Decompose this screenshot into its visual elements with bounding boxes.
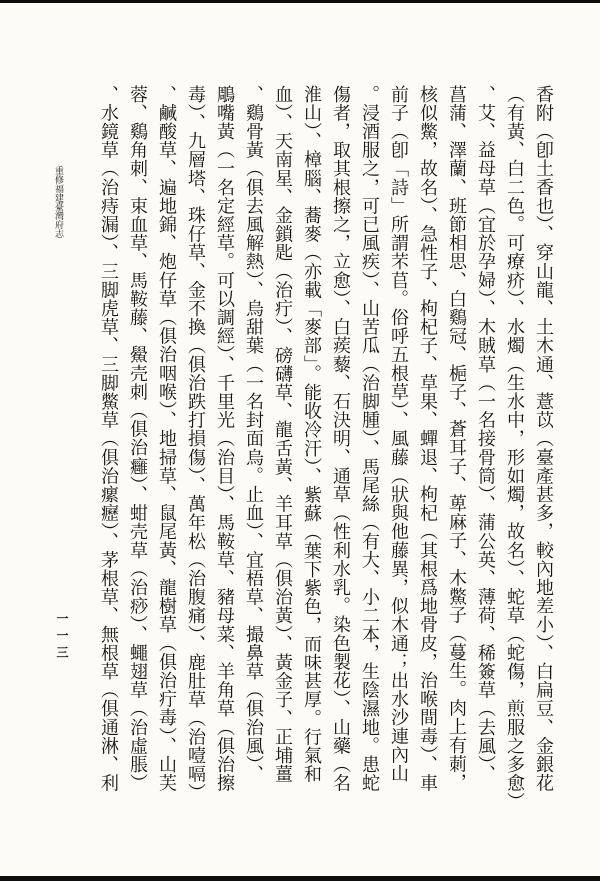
text-column: 血）、天南星、金鎖匙（治疔）、磅礴草、龍舌黃、羊耳草（俱治黃）、黃金子、正埔薑 — [273, 85, 293, 784]
text-column: 蓉、鷄角刺、束血草、馬鞍藤、鱟壳刺（俱治癰）、蚶壳草（治痧）、蠅翅草（治虛脹） — [128, 85, 148, 793]
text-column: 。浸酒服之，可已風疾）、山苦瓜（治脚腫）、馬尾絲（有大、小二本，生陰濕地。患蛇 — [360, 85, 380, 793]
page-number: 一一三 — [55, 612, 69, 663]
text-column: 、水鏡草（治痔漏）、三脚虎草、三脚鱉草（俱治瘰癧）、茅根草、無根草（俱通淋、利 — [99, 85, 119, 793]
scan-edge-bottom — [0, 876, 600, 881]
herb-list-text-block — [94, 85, 558, 825]
text-column: 傷者，取其根擦之，立愈）、白蒺藜、石決明、通草（性利水乳。染色製花）、山藥（名 — [331, 85, 351, 793]
text-column: 香附（卽土香也）、穿山龍、土木通、薏苡（臺產甚多，較內地差小）、白扁豆、金銀花 — [534, 85, 554, 793]
text-column: 菖蒲、澤蘭、班節相思、白鷄冠、梔子、蒼耳子、萆麻子、木鱉子（蔓生。肉上有莿， — [447, 85, 467, 792]
scan-edge-top — [0, 0, 600, 3]
text-column: 、鷄骨黃（俱去風解熱）、烏甜葉（一名封面烏。止血）、宜梧草、撮鼻草（俱治風）、 — [244, 85, 264, 784]
text-column: 、鹹酸草、遍地錦、炮仔草（俱治咽喉）、地掃草、鼠尾黃、龍樹草（俱治疔毒）、山芙 — [157, 85, 177, 793]
book-title: 重修福建臺灣府志 — [54, 166, 64, 238]
text-column: 核似鱉，故名）、急性子、枸杞子、草果、蟬退、枸杞（其根爲地骨皮，治喉間毒）、車 — [418, 85, 438, 793]
text-column: 淮山）、樟腦、蕎麥（亦載「麥部」。能收冷汗）、紫蘇（葉下紫色，而味甚厚。行氣和 — [302, 85, 322, 784]
text-column: （有黃、白二色。可療疥）、水燭（生水中，形如燭，故名）、蛇草（蛇傷，煎服之多愈） — [505, 85, 525, 811]
text-column: 前子（卽「詩」所謂芣苢。俗呼五根草）、風藤（狀與他藤異，似木通；出水沙連內山 — [389, 85, 409, 783]
text-column: 毒）、九層塔、珠仔草、金不換（俱治跌打損傷）、萬年松（治腹痛）、鹿肚草（治噎嗝） — [186, 85, 206, 802]
text-column: 、艾、益母草（宜於孕婦）、木賊草（一名接骨筒）、蒲公英、薄荷、稀簽草（去風）、 — [476, 85, 496, 784]
text-column: 鵰嘴黃（一名定經草。可以調經）、千里光（治目）、馬鞍草、豬母菜、羊角草（俱治擦 — [215, 85, 235, 793]
